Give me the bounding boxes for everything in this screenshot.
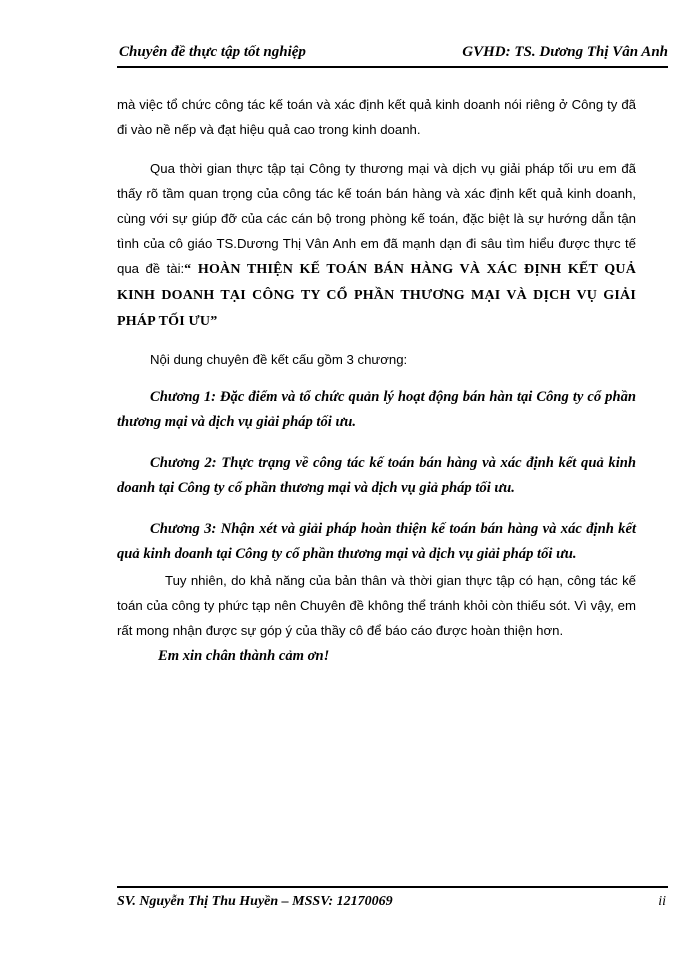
paragraph-topic: [117, 156, 636, 334]
page-number: ii: [658, 894, 666, 909]
page-body: [117, 92, 636, 669]
chapter-3: Chương 3: Nhận xét và giải pháp hoàn thiện kế toán bán hàng và xác định kết quả kinh doanh tại Công ty cổ phần thương mại và dịch vụ giải pháp tối ưu.: [117, 521, 636, 562]
page-header: [117, 38, 668, 68]
thanks-line: Em xin chân thành cảm ơn!: [158, 648, 330, 664]
paragraph-closing: Tuy nhiên, do khả năng của bản thân và thời gian thực tập có hạn, công tác kế toán của công ty phức tạp nên Chuyên đề không thể tránh khỏi còn thiếu sót. Vì vậy, em rất mong nhận được sự góp ý của thầy cô để báo cáo được hoàn thiện hơn.: [117, 573, 636, 638]
footer-student-info: SV. Nguyễn Thị Thu Huyền – MSSV: 12170069: [117, 894, 393, 909]
paragraph-structure: Nội dung chuyên đề kết cấu gồm 3 chương:: [150, 352, 408, 367]
thesis-title: “ HOÀN THIỆN KẾ TOÁN BÁN HÀNG VÀ XÁC ĐỊNH KẾT QUẢ KINH DOANH TẠI CÔNG TY CỔ PHẦN THƯƠNG MẠI VÀ DỊCH VỤ GIẢI PHÁP TỐI ƯU”: [117, 262, 636, 329]
paragraph-intro-continuation: mà việc tổ chức công tác kế toán và xác định kết quả kinh doanh nói riêng ở Công ty đã đi vào nề nếp và đạt hiệu quả cao trong kinh doanh.: [117, 97, 636, 137]
paragraph-topic-text: Qua thời gian thực tập tại Công ty thương mại và dịch vụ giải pháp tối ưu em đã thấy rõ tầm quan trọng của công tác kế toán bán hàng và xác định kết quả kinh doanh, cùng với sự giúp đỡ của các cán bộ trong phòng kế toán, đặc biệt là sự hướng dẫn tận tình của cô giáo TS.Dương Thị Vân Anh em đã mạnh dạn đi sâu tìm hiểu được thực tế qua đề tài:: [117, 161, 636, 276]
header-document-title: Chuyên đề thực tập tốt nghiệp: [119, 44, 306, 60]
page-footer: [117, 886, 668, 918]
chapter-1: Chương 1: Đặc điểm và tổ chức quản lý hoạt động bán hàn tại Công ty cổ phần thương mại và dịch vụ giải pháp tối ưu.: [117, 389, 636, 430]
header-supervisor: GVHD: TS. Dương Thị Vân Anh: [462, 44, 668, 60]
chapter-2: Chương 2: Thực trạng về công tác kế toán bán hàng và xác định kết quả kinh doanh tại Công ty cổ phần thương mại và dịch vụ giả pháp tối ưu.: [117, 455, 636, 496]
